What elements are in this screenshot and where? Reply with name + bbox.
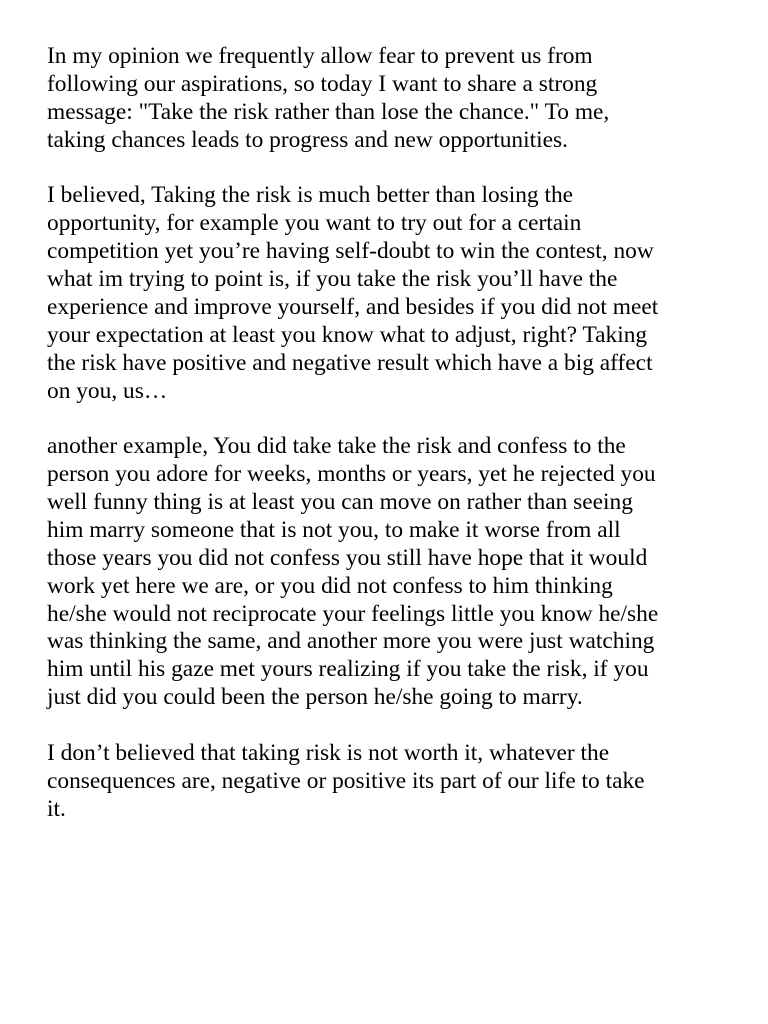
text-line: experience and improve yourself, and besides if you did not meet [47,293,659,320]
paragraph-3 [47,433,728,712]
paragraph-4 [47,740,728,824]
text-line: your expectation at least you know what to adjust, right? Taking [47,321,648,348]
text-line: I believed, Taking the risk is much better than losing the [47,182,574,209]
text-line: another example, You did take take the risk and confess to the [47,433,626,460]
text-line: him until his gaze met yours realizing if you take the risk, if you [47,656,649,683]
text-line: following our aspirations, so today I want to share a strong [47,70,598,97]
text-line: taking chances leads to progress and new opportunities. [47,126,568,153]
paragraph-2 [47,182,728,405]
text-line: message: "Take the risk rather than lose the chance." To me, [47,98,610,125]
text-line: those years you did not confess you still have hope that it would [47,544,648,571]
text-line: the risk have positive and negative result which have a big affect [47,349,653,376]
text-line: it. [47,795,66,822]
text-line: just did you could been the person he/she going to marry. [47,684,583,711]
text-line: consequences are, negative or positive its part of our life to take [47,767,645,794]
text-line: In my opinion we frequently allow fear to prevent us from [47,43,593,69]
text-line: person you adore for weeks, months or years, yet he rejected you [47,460,656,487]
text-line: what im trying to point is, if you take the risk you’ll have the [47,265,618,292]
text-line: competition yet you’re having self-doubt to win the contest, now [47,238,654,265]
text-line: was thinking the same, and another more you were just watching [47,628,655,655]
text-line: I don’t believed that taking risk is not worth it, whatever the [47,739,610,766]
text-line: on you, us… [47,377,168,404]
text-line: work yet here we are, or you did not confess to him thinking [47,572,613,599]
text-line: him marry someone that is not you, to make it worse from all [47,516,621,543]
text-line: opportunity, for example you want to try out for a certain [47,210,582,237]
paragraph-1 [47,43,728,155]
text-line: he/she would not reciprocate your feelings little you know he/she [47,600,659,627]
text-line: well funny thing is at least you can move on rather than seeing [47,488,633,515]
